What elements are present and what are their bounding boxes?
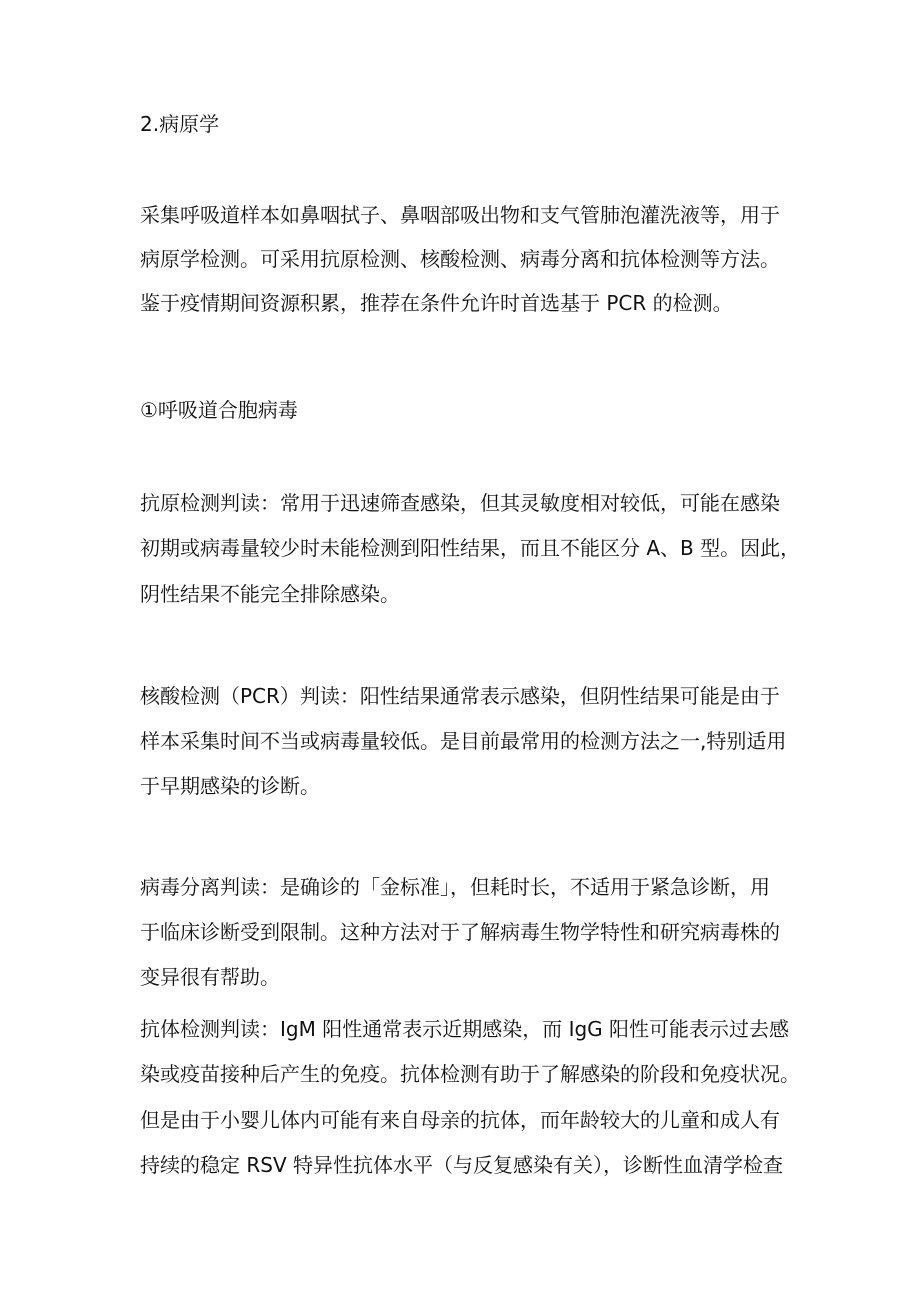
antigen-line-3: 阴性结果不能完全排除感染。 [140,582,400,606]
nucleic-line-1: 核酸检测（PCR）判读：阳性结果通常表示感染，但阴性结果可能是由于 [140,684,780,708]
nucleic-line-3: 于早期感染的诊断。 [140,774,320,798]
isolation-line-2: 于临床诊断受到限制。这种方法对于了解病毒生物学特性和研究病毒株的 [140,920,780,944]
antibody-line-3: 但是由于小婴儿体内可能有来自母亲的抗体，而年龄较大的儿童和成人有 [140,1108,780,1132]
antibody-line-4: 持续的稳定 RSV 特异性抗体水平（与反复感染有关），诊断性血清学检查 [140,1153,783,1177]
intro-line-1: 采集呼吸道样本如鼻咽拭子、鼻咽部吸出物和支气管肺泡灌洗液等，用于 [140,203,780,227]
antibody-line-2: 染或疫苗接种后产生的免疫。抗体检测有助于了解感染的阶段和免疫状况。 [140,1062,800,1086]
intro-line-3: 鉴于疫情期间资源积累，推荐在条件允许时首选基于 PCR 的检测。 [140,291,733,315]
nucleic-line-2: 样本采集时间不当或病毒量较低。是目前最常用的检测方法之一,特别适用 [140,729,787,753]
isolation-line-1: 病毒分离判读：是确诊的「金标准」，但耗时长，不适用于紧急诊断，用 [140,875,770,899]
intro-line-2: 病原学检测。可采用抗原检测、核酸检测、病毒分离和抗体检测等方法。 [140,247,780,271]
isolation-line-3: 变异很有帮助。 [140,965,280,989]
antibody-line-1: 抗体检测判读：IgM 阳性通常表示近期感染，而 IgG 阳性可能表示过去感 [140,1017,790,1041]
section-heading: 2.病原学 [140,112,220,136]
antigen-line-2: 初期或病毒量较少时未能检测到阳性结果，而且不能区分 A、B 型。因此， [140,536,800,560]
subheading: ①呼吸道合胞病毒 [140,398,298,422]
antigen-line-1: 抗原检测判读：常用于迅速筛查感染，但其灵敏度相对较低，可能在感染 [140,491,780,515]
